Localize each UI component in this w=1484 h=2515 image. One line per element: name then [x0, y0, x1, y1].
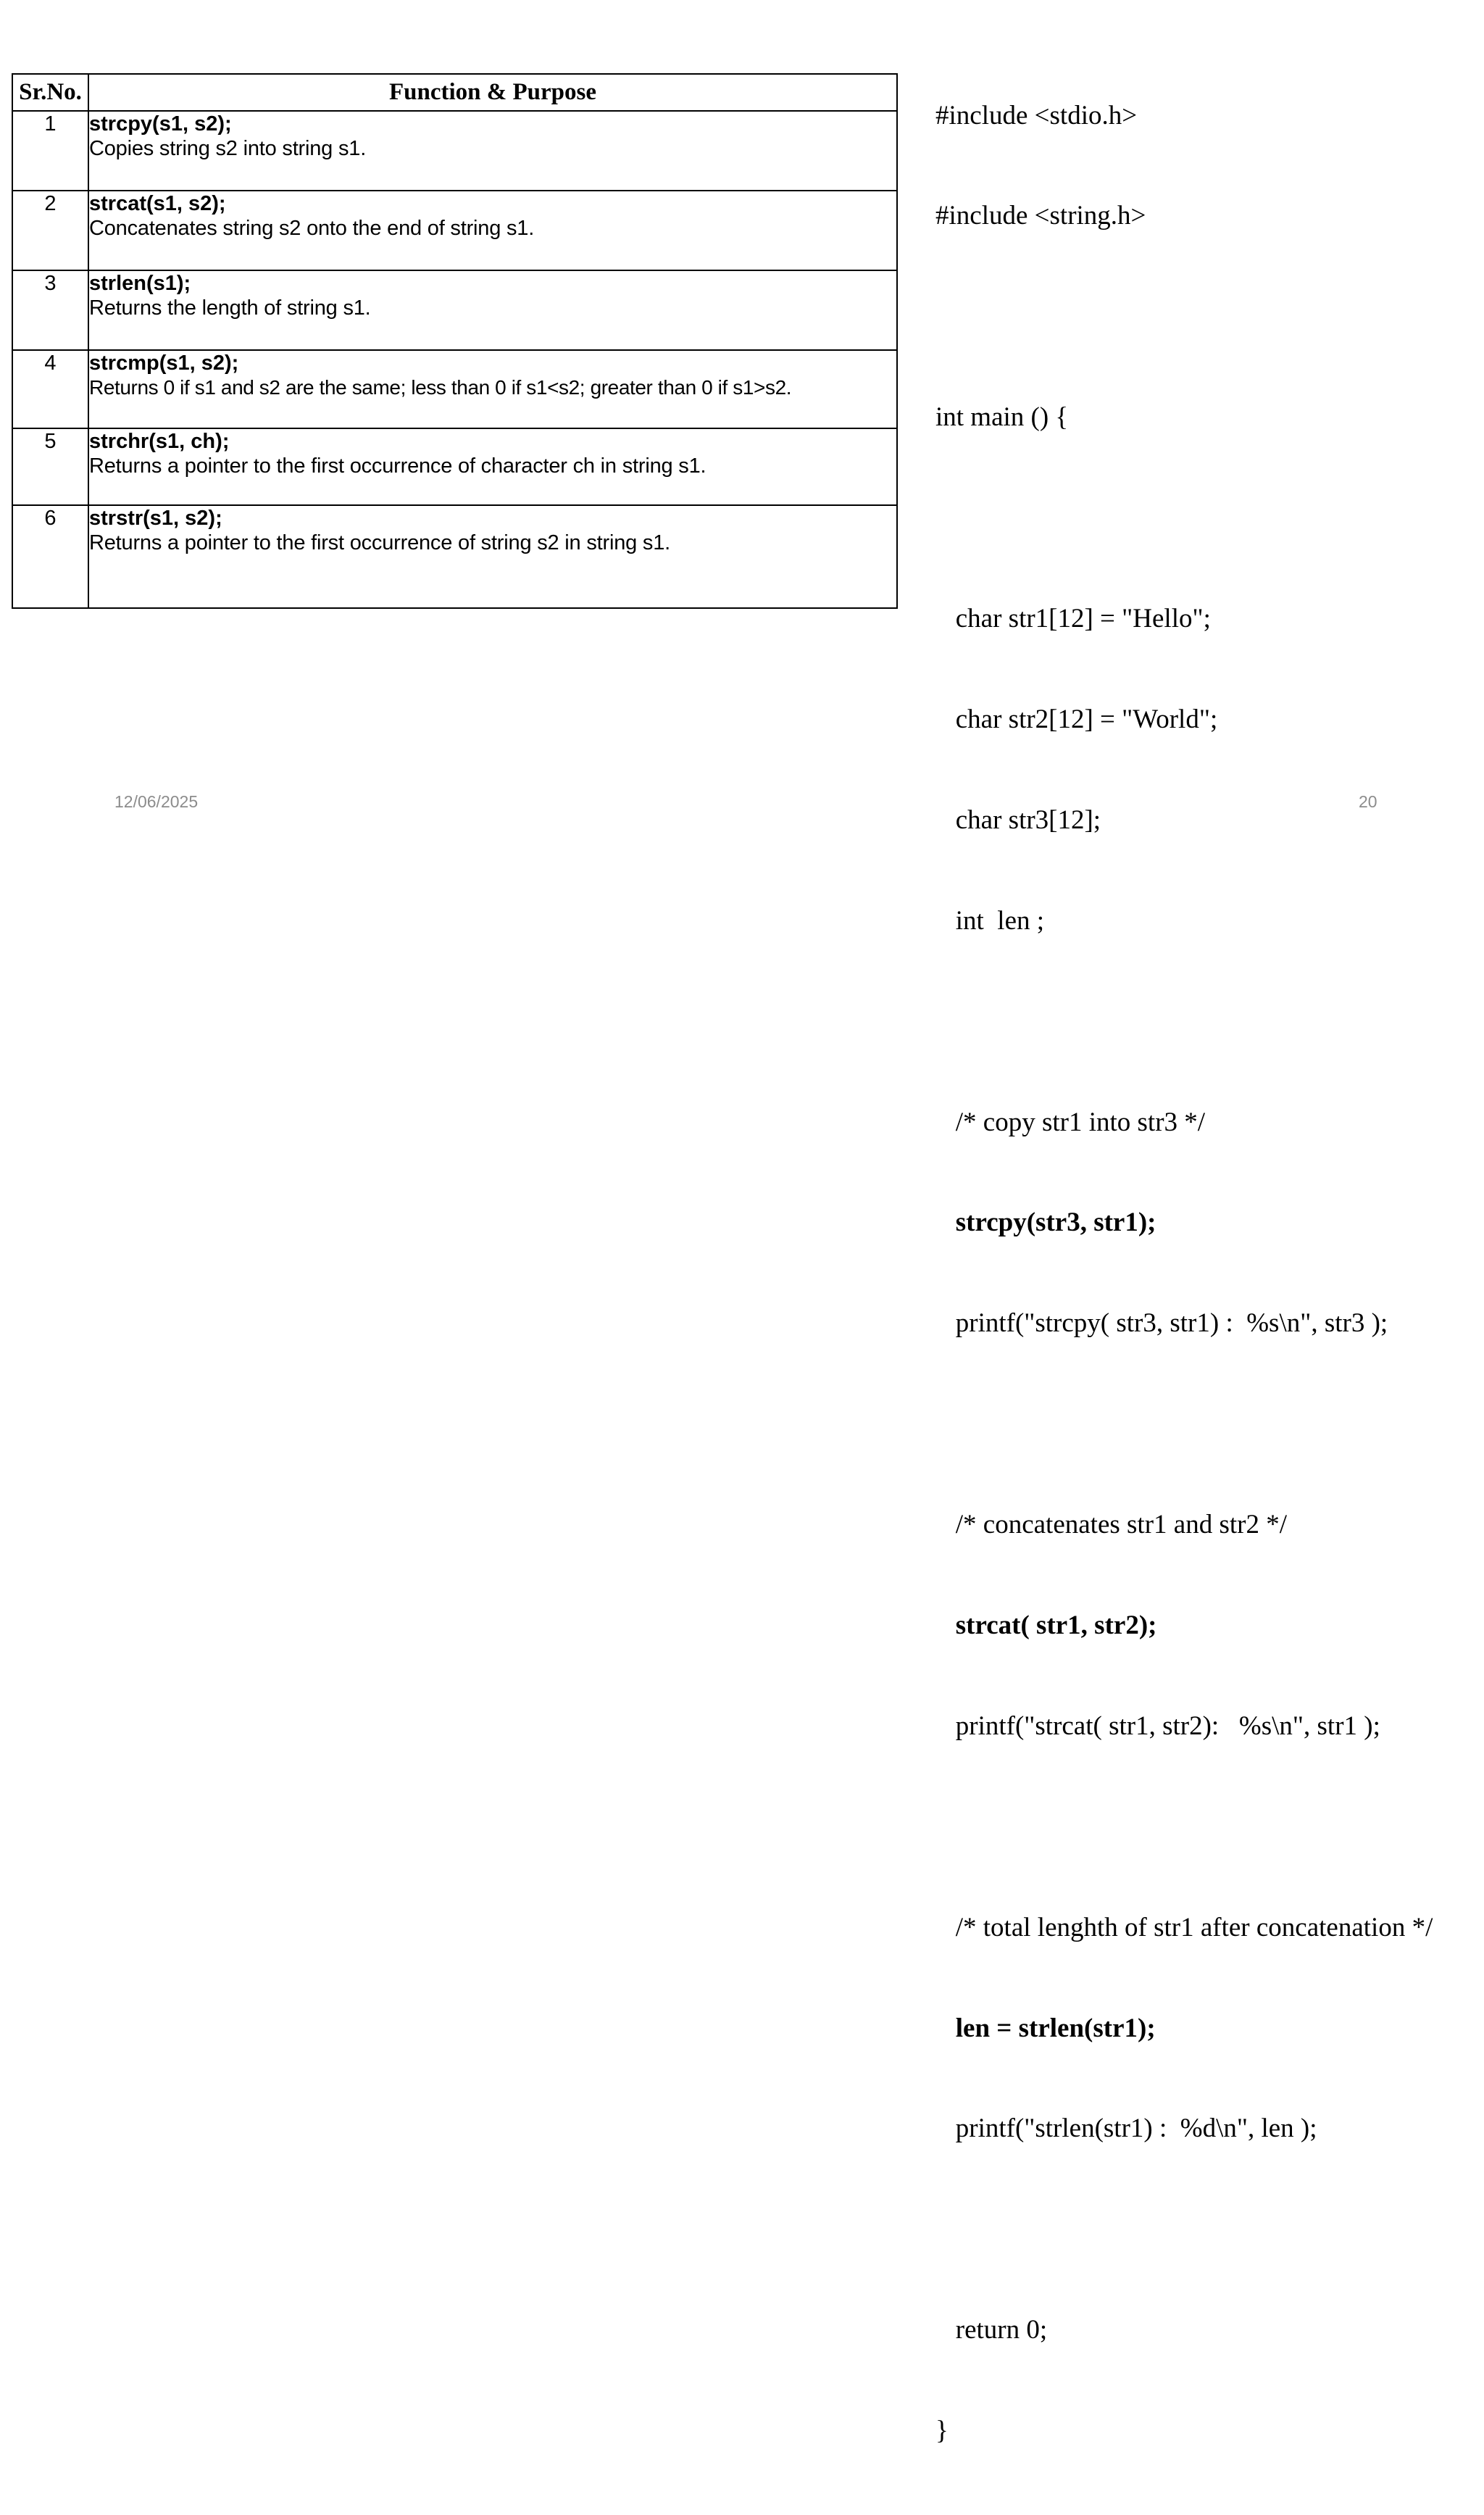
string-functions-table	[12, 73, 898, 609]
row-number: 5	[12, 428, 88, 505]
row-description	[88, 191, 897, 270]
code-line-highlight: len = strlen(str1);	[935, 2013, 1156, 2043]
header-sr-no: Sr.No.	[12, 74, 88, 111]
row-number: 1	[12, 111, 88, 191]
code-line: return 0;	[935, 2315, 1048, 2345]
function-signature: strstr(s1, s2);	[89, 507, 222, 530]
code-line: #include <string.h>	[935, 201, 1146, 231]
code-line: char str3[12];	[935, 805, 1101, 835]
table-row	[12, 505, 897, 608]
code-line: char str2[12] = "World";	[935, 704, 1218, 734]
table-row	[12, 350, 897, 428]
row-description	[88, 111, 897, 191]
code-line	[935, 502, 1433, 535]
code-line: int main () {	[935, 402, 1069, 433]
code-line	[935, 300, 1433, 333]
code-line	[935, 1811, 1433, 1844]
code-line: printf("strcpy( str3, str1) : %s\n", str3 );	[935, 1308, 1388, 1339]
function-signature: strchr(s1, ch);	[89, 430, 230, 453]
row-number: 6	[12, 505, 88, 608]
function-signature: strlen(s1);	[89, 272, 191, 295]
code-line	[935, 2213, 1433, 2246]
table-header-row	[12, 74, 897, 111]
code-line: /* copy str1 into str3 */	[935, 1107, 1206, 1137]
code-line-highlight: strcat( str1, str2);	[935, 1610, 1157, 1640]
function-purpose: Returns 0 if s1 and s2 are the same; less than 0 if s1<s2; greater than 0 if s1>s2.	[89, 376, 792, 399]
footer-date: 12/06/2025	[114, 792, 199, 811]
row-description	[88, 505, 897, 608]
code-line: }	[935, 2416, 949, 2446]
row-number: 2	[12, 191, 88, 270]
code-line: /* concatenates str1 and str2 */	[935, 1510, 1287, 1540]
code-line-highlight: strcpy(str3, str1);	[935, 1207, 1156, 1238]
header-function-purpose: Function & Purpose	[88, 74, 897, 111]
function-signature: strcpy(s1, s2);	[89, 112, 232, 136]
function-signature: strcmp(s1, s2);	[89, 352, 239, 375]
code-line: printf("strlen(str1) : %d\n", len );	[935, 2113, 1317, 2144]
row-description	[88, 270, 897, 350]
code-line: printf("strcat( str1, str2): %s\n", str1 );	[935, 1710, 1380, 1741]
function-purpose: Concatenates string s2 onto the end of string s1.	[89, 217, 535, 240]
function-purpose: Returns a pointer to the first occurrence of character ch in string s1.	[89, 454, 706, 478]
code-line	[935, 1408, 1433, 1441]
table-row	[12, 111, 897, 191]
table-row	[12, 428, 897, 505]
row-description	[88, 350, 897, 428]
code-line: /* total lenghth of str1 after concatenation */	[935, 1912, 1433, 1942]
table-row	[12, 191, 897, 270]
function-purpose: Returns a pointer to the first occurrence of string s2 in string s1.	[89, 531, 670, 554]
row-number: 3	[12, 270, 88, 350]
function-signature: strcat(s1, s2);	[89, 192, 226, 215]
row-description	[88, 428, 897, 505]
function-purpose: Returns the length of string s1.	[89, 296, 371, 320]
code-listing	[935, 32, 1433, 2515]
row-number: 4	[12, 350, 88, 428]
slide-number: 20	[1359, 792, 1377, 811]
code-line: int len ;	[935, 905, 1045, 936]
function-purpose: Copies string s2 into string s1.	[89, 137, 367, 160]
code-line: char str1[12] = "Hello";	[935, 604, 1211, 634]
code-line: #include <stdio.h>	[935, 100, 1138, 130]
code-line	[935, 1005, 1433, 1039]
table-row	[12, 270, 897, 350]
